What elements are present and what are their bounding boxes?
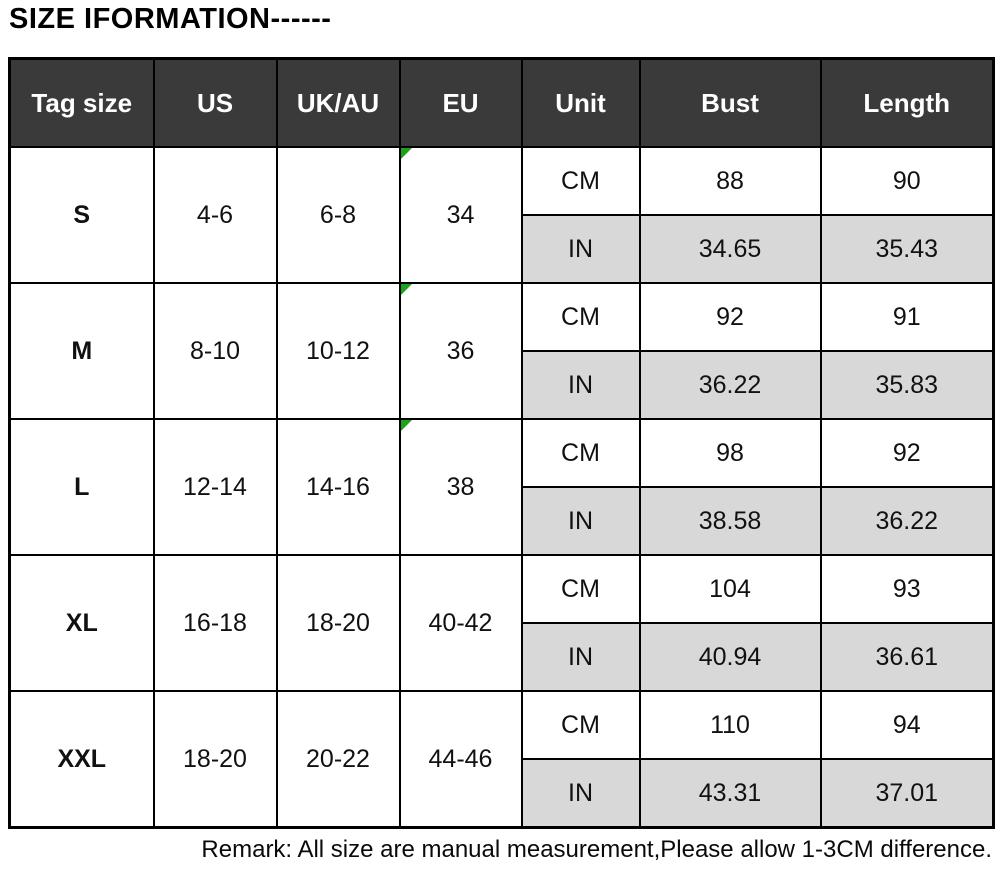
unit-in-cell: IN <box>522 351 640 419</box>
header-length: Length <box>821 59 994 148</box>
unit-cm-cell: CM <box>522 419 640 487</box>
bust-cm-cell: 104 <box>640 555 821 623</box>
us-size-cell: 16-18 <box>154 555 277 691</box>
length-in-cell: 36.22 <box>821 487 994 555</box>
size-table-header <box>10 59 994 148</box>
table-row-m-cm <box>10 283 994 351</box>
table-row-xxl-cm <box>10 691 994 759</box>
eu-size-value: 40-42 <box>428 608 493 637</box>
length-in-cell: 36.61 <box>821 623 994 691</box>
unit-cm-cell: CM <box>522 691 640 759</box>
uk-au-size-cell: 18-20 <box>277 555 400 691</box>
length-cm-cell: 91 <box>821 283 994 351</box>
page-title: SIZE IFORMATION------ <box>9 3 332 35</box>
bust-cm-cell: 110 <box>640 691 821 759</box>
bust-cm-cell: 92 <box>640 283 821 351</box>
unit-cm-cell: CM <box>522 283 640 351</box>
table-row-s-cm <box>10 147 994 215</box>
bust-in-cell: 40.94 <box>640 623 821 691</box>
uk-au-size-cell: 6-8 <box>277 147 400 283</box>
cell-comment-marker-icon <box>401 284 412 295</box>
bust-cm-cell: 98 <box>640 419 821 487</box>
header-eu: EU <box>400 59 522 148</box>
length-in-cell: 35.83 <box>821 351 994 419</box>
us-size-cell: 12-14 <box>154 419 277 555</box>
eu-size-value: 44-46 <box>428 744 493 773</box>
header-us: US <box>154 59 277 148</box>
unit-cm-cell: CM <box>522 147 640 215</box>
eu-size-cell <box>400 283 522 419</box>
us-size-cell: 8-10 <box>154 283 277 419</box>
eu-size-cell <box>400 691 522 828</box>
tag-size-cell: M <box>10 283 154 419</box>
bust-cm-cell: 88 <box>640 147 821 215</box>
unit-cm-cell: CM <box>522 555 640 623</box>
unit-in-cell: IN <box>522 215 640 283</box>
eu-size-value: 34 <box>446 200 475 229</box>
us-size-cell: 18-20 <box>154 691 277 828</box>
uk-au-size-cell: 10-12 <box>277 283 400 419</box>
length-cm-cell: 93 <box>821 555 994 623</box>
unit-in-cell: IN <box>522 759 640 828</box>
tag-size-cell: S <box>10 147 154 283</box>
eu-size-cell <box>400 147 522 283</box>
remark-text: Remark: All size are manual measurement,Please allow 1-3CM difference. <box>201 836 992 863</box>
length-in-cell: 35.43 <box>821 215 994 283</box>
header-tag-size: Tag size <box>10 59 154 148</box>
table-row-l-cm <box>10 419 994 487</box>
eu-size-cell <box>400 555 522 691</box>
us-size-cell: 4-6 <box>154 147 277 283</box>
tag-size-cell: XL <box>10 555 154 691</box>
cell-comment-marker-icon <box>401 420 412 431</box>
length-in-cell: 37.01 <box>821 759 994 828</box>
length-cm-cell: 90 <box>821 147 994 215</box>
tag-size-cell: L <box>10 419 154 555</box>
unit-in-cell: IN <box>522 487 640 555</box>
bust-in-cell: 43.31 <box>640 759 821 828</box>
length-cm-cell: 94 <box>821 691 994 759</box>
uk-au-size-cell: 14-16 <box>277 419 400 555</box>
cell-comment-marker-icon <box>401 148 412 159</box>
bust-in-cell: 34.65 <box>640 215 821 283</box>
header-unit: Unit <box>522 59 640 148</box>
table-row-xl-cm <box>10 555 994 623</box>
eu-size-value: 38 <box>446 472 475 501</box>
bust-in-cell: 38.58 <box>640 487 821 555</box>
length-cm-cell: 92 <box>821 419 994 487</box>
header-bust: Bust <box>640 59 821 148</box>
unit-in-cell: IN <box>522 623 640 691</box>
eu-size-cell <box>400 419 522 555</box>
eu-size-value: 36 <box>446 336 475 365</box>
bust-in-cell: 36.22 <box>640 351 821 419</box>
tag-size-cell: XXL <box>10 691 154 828</box>
uk-au-size-cell: 20-22 <box>277 691 400 828</box>
header-uk-au: UK/AU <box>277 59 400 148</box>
size-table <box>8 57 995 829</box>
